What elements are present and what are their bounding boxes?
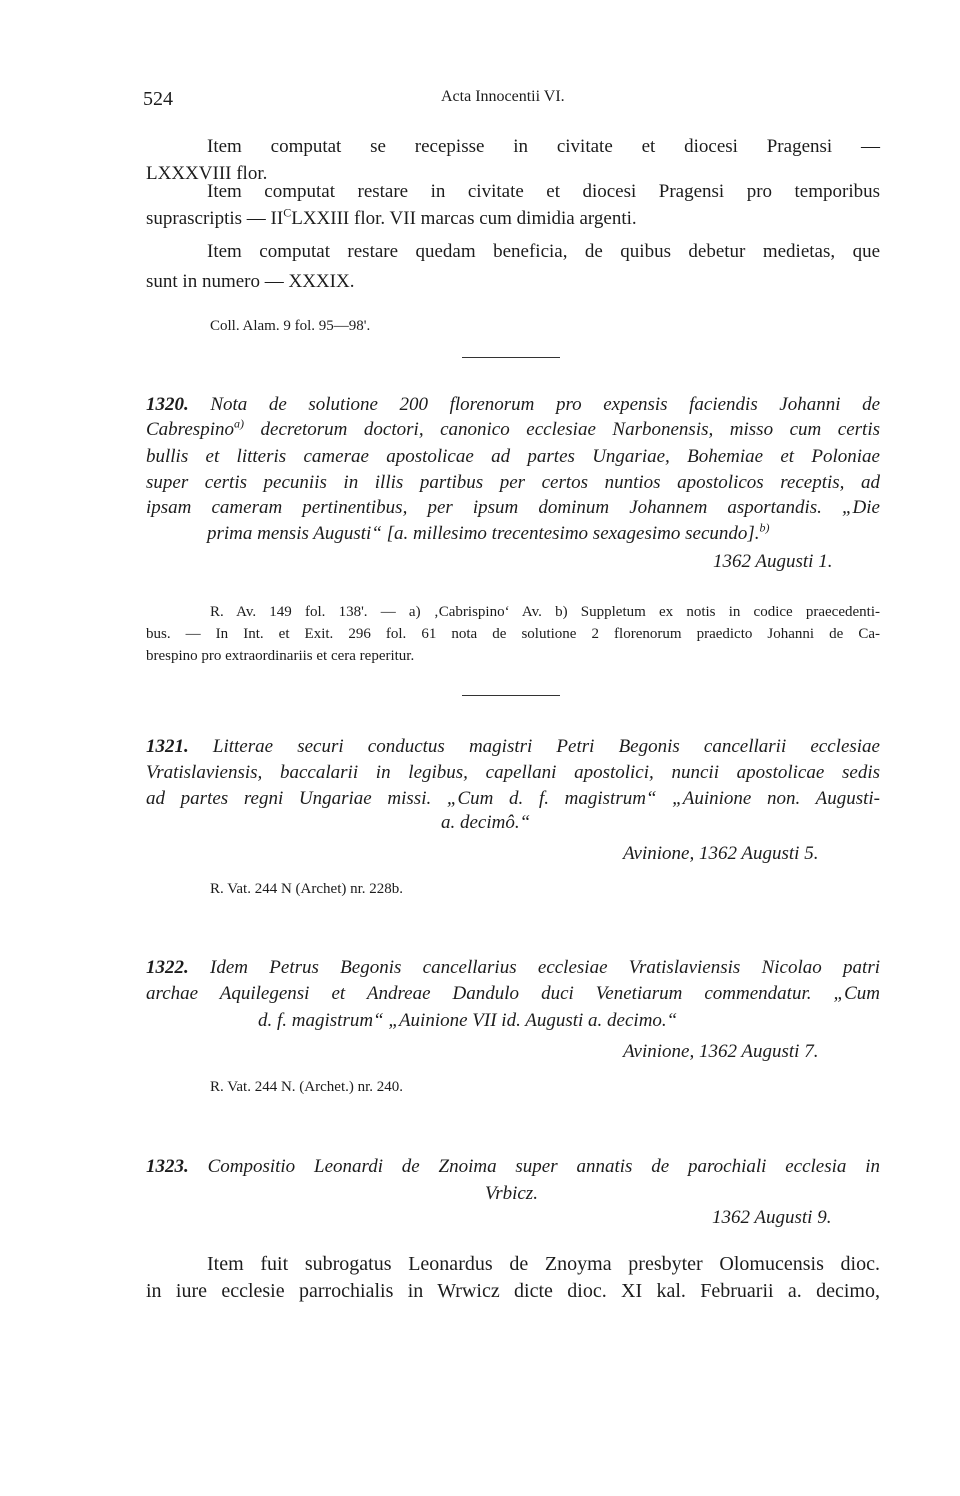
entry-1320-line-2 (146, 416, 880, 441)
entry-1321-line-1 (146, 736, 880, 758)
entry-1323-body-2: in iure ecclesie parrochialis in Wrwicz dicte dioc. XI kal. Februarii a. decimo, (146, 1280, 880, 1302)
entry-1322-text-1: Idem Petrus Begonis cancellarius ecclesiae Vratislaviensis Nicolao patri (210, 957, 880, 978)
entry-1320-line-4: super certis pecuniis in illis partibus per certos nuntios apostolicos receptis, ad (146, 472, 880, 493)
entry-1320-number: 1320. (146, 394, 189, 415)
entry-1320-line-5: ipsam cameram pertinentibus, per ipsum dominum Johannem asportandis. „Die (146, 497, 880, 518)
entry-1322-line-1 (146, 957, 880, 979)
entry-1322-number: 1322. (146, 957, 189, 978)
entry-1323-line-1 (146, 1156, 880, 1178)
entry-1320-note-b-mark: b) (759, 520, 770, 535)
entry-1323-date: 1362 Augusti 9. (712, 1207, 832, 1228)
running-title: Acta Innocentii VI. (441, 88, 565, 105)
intro-line-2b-pre: suprascriptis — II (146, 208, 284, 229)
entry-1320-line-1 (146, 394, 880, 416)
entry-1323-line-2: Vrbicz. (485, 1183, 538, 1204)
entry-1320-text-1: Nota de solutione 200 florenorum pro expensis faciendis Johanni de (210, 394, 881, 415)
entry-1320-text-2b: decretorum doctori, canonico ecclesiae Narbonensis, misso cum certis (260, 419, 880, 440)
entry-1323-number: 1323. (146, 1156, 189, 1177)
entry-1320-line-6 (207, 520, 770, 545)
entry-1320-note-a-mark: a) (233, 416, 244, 431)
entry-1321-line-4: a. decimô.“ (441, 812, 531, 833)
intro-line-2b-sup: C (283, 205, 292, 220)
entry-1322-line-2: archae Aquilegensi et Andreae Dandulo duci Venetiarum commendatur. „Cum (146, 983, 880, 1004)
entry-1322-date: Avinione, 1362 Augusti 7. (623, 1041, 819, 1062)
entry-1320-text-2a: Cabrespino (146, 419, 234, 440)
entry-1320-line-3: bullis et litteris camerae apostolicae ad partes Ungariae, Bohemiae et Poloniae (146, 446, 880, 467)
intro-source: Coll. Alam. 9 fol. 95—98'. (210, 318, 371, 334)
entry-1320-text-6: prima mensis Augusti“ [a. millesimo trecentesimo sexagesimo secundo]. (207, 523, 760, 544)
separator-2 (462, 695, 560, 696)
intro-line-1b: LXXXVIII flor. (146, 163, 268, 184)
entry-1321-text-1: Litterae securi conductus magistri Petri Begonis cancellarii ecclesiae (212, 736, 880, 757)
page-number: 524 (143, 88, 173, 110)
intro-line-3a: Item computat restare quedam beneficia, de quibus debetur medietas, que (207, 241, 880, 262)
intro-line-1a: Item computat se recepisse in civitate et diocesi Pragensi — (207, 136, 880, 157)
entry-1321-date: Avinione, 1362 Augusti 5. (623, 843, 819, 864)
entry-1323-body-1: Item fuit subrogatus Leonardus de Znoyma presbyter Olomucensis dioc. (207, 1253, 880, 1275)
entry-1321-line-3: ad partes regni Ungariae missi. „Cum d. f. magistrum“ „Auinione non. Augusti- (146, 788, 880, 809)
entry-1320-note-2: bus. — In Int. et Exit. 296 fol. 61 nota de solutione 2 florenorum praedicto Johanni de Ca- (146, 626, 880, 642)
intro-line-2b (146, 205, 637, 230)
intro-line-2a: Item computat restare in civitate et diocesi Pragensi pro temporibus (207, 181, 880, 202)
separator-1 (462, 357, 560, 358)
entry-1322-source: R. Vat. 244 N. (Archet.) nr. 240. (210, 1079, 404, 1095)
entry-1320-note-3: brespino pro extraordinariis et cera reperitur. (146, 648, 415, 664)
entry-1321-source: R. Vat. 244 N (Archet) nr. 228b. (210, 881, 404, 897)
entry-1320-note-1: R. Av. 149 fol. 138'. — a) ‚Cabrispino‘ Av. b) Suppletum ex notis in codice praecedenti- (210, 604, 880, 620)
intro-line-3b: sunt in numero — XXXIX. (146, 271, 355, 292)
intro-line-2b-post: LXXIII flor. VII marcas cum dimidia argenti. (291, 208, 637, 229)
entry-1321-number: 1321. (146, 736, 189, 757)
entry-1320-date: 1362 Augusti 1. (713, 551, 833, 572)
entry-1322-line-3: d. f. magistrum“ „Auinione VII id. Augusti a. decimo.“ (258, 1010, 678, 1031)
entry-1321-line-2: Vratislaviensis, baccalarii in legibus, capellani apostolici, nuncii apostolicae sedis (146, 762, 880, 783)
entry-1323-text-1: Compositio Leonardi de Znoima super annatis de parochiali ecclesia in (207, 1156, 880, 1177)
